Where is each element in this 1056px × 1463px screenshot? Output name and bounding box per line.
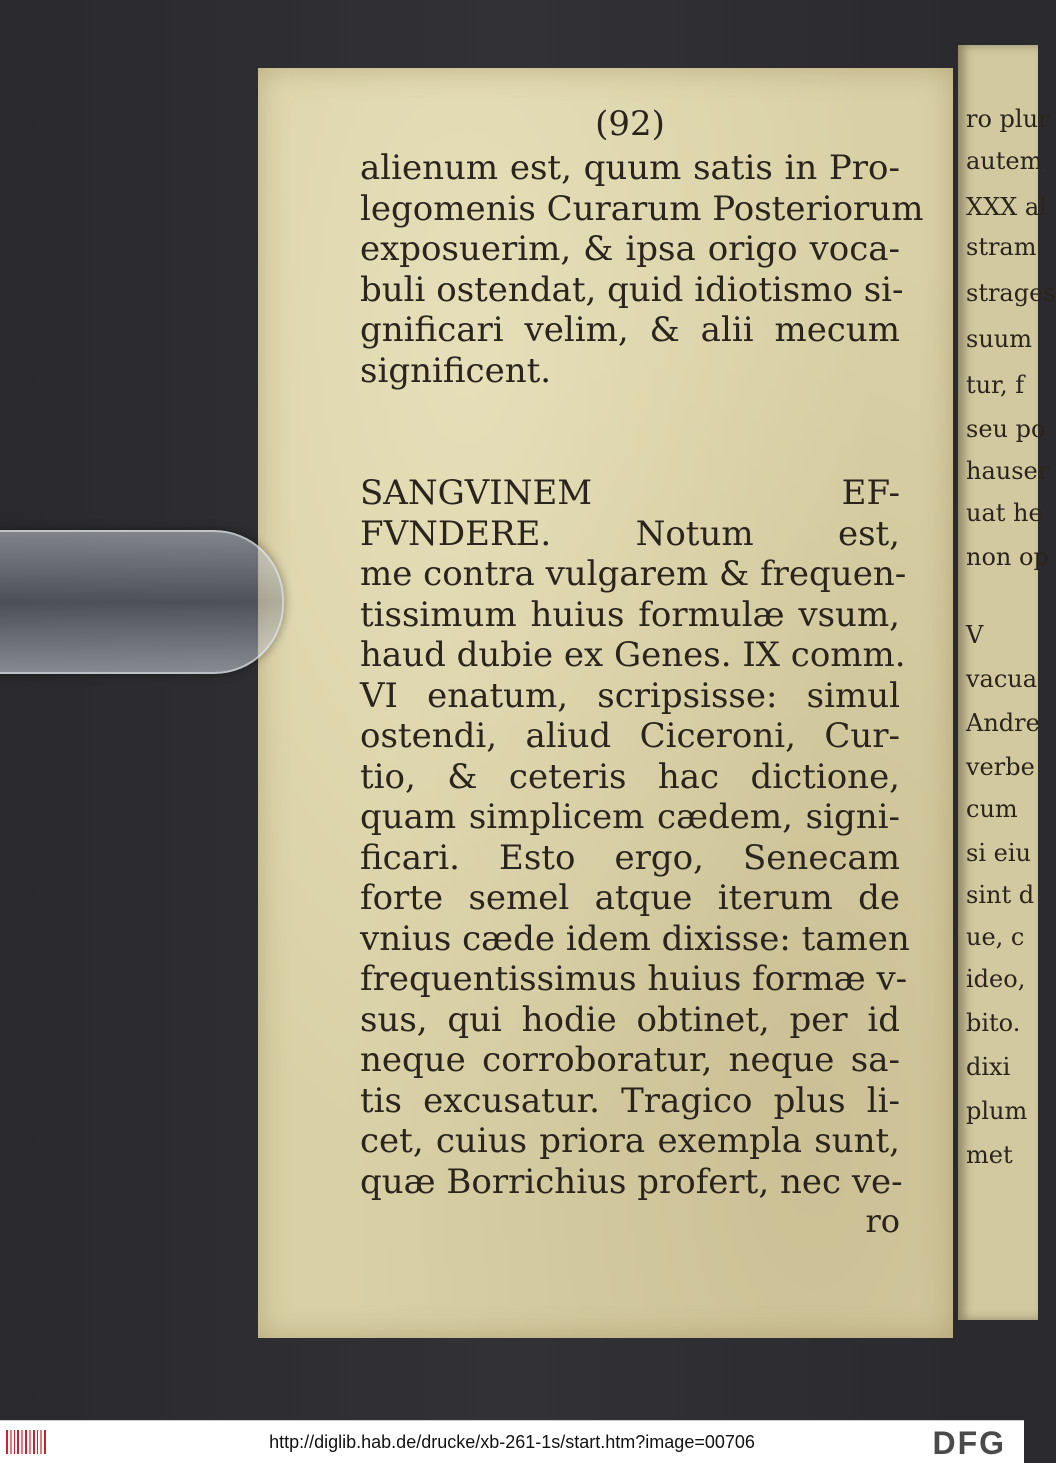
text-line: me contra vulgarem & frequen- [360, 554, 907, 594]
text-line: cet, cuius priora exempla sunt, [360, 1121, 900, 1161]
text-line: gnificari velim, & alii mecum [360, 310, 900, 350]
text-line: SANGVINEM EF- [360, 473, 900, 513]
facing-page-fragment: met [966, 1141, 1013, 1169]
text-line: vnius cæde idem dixisse: tamen [360, 918, 910, 959]
running-head: (92) [595, 104, 665, 144]
facing-page-fragment: stram [966, 233, 1037, 261]
facing-page-fragment: autem [966, 147, 1043, 175]
facing-page-fragment: ro plur [966, 105, 1050, 133]
page-url[interactable]: http://diglib.hab.de/drucke/xb-261-1s/start.htm?image=00706 [269, 1432, 755, 1452]
text-line: tio, & ceteris hac dictione, [360, 756, 900, 797]
text-line: significent. [360, 350, 552, 391]
facing-page-fragment: strages [966, 279, 1056, 307]
text-line: frequentissimus huius formæ v- [360, 959, 908, 999]
facing-page-fragment: verbe [966, 753, 1035, 781]
catchword: ro [865, 1202, 900, 1240]
facing-page-fragment: ue, c [966, 923, 1025, 951]
facing-page-fragment: non op [966, 543, 1049, 571]
text-line: ostendi, aliud Ciceroni, Cur- [360, 716, 900, 756]
text-line: quæ Borrichius profert, nec ve- [360, 1161, 903, 1202]
facing-page-fragment: cum [966, 795, 1018, 823]
paragraph-gap [360, 391, 900, 473]
facing-page-fragment: ideo, [966, 965, 1026, 993]
text-line: forte semel atque iterum de [360, 878, 900, 918]
text-line: alienum est, quum satis in Pro- [360, 148, 900, 188]
text-line: quam simplicem cædem, signi- [360, 797, 900, 837]
text-line: tissimum huius formulæ vsum, [360, 594, 900, 635]
facing-page-fragment: sint d [966, 881, 1035, 909]
text-line: ficari. Esto ergo, Senecam [360, 837, 900, 878]
page-text [360, 104, 924, 1240]
text-line: neque corroboratur, neque sa- [360, 1040, 900, 1080]
facing-page-fragment: uat he [966, 499, 1043, 527]
text-line: legomenis Curarum Posteriorum [360, 188, 924, 229]
facing-page-fragment: bito. [966, 1009, 1021, 1037]
facing-page-fragment: Andre [966, 709, 1040, 737]
facing-page-fragment: dixi [966, 1053, 1011, 1081]
text-line: sus, qui hodie obtinet, per id [360, 999, 900, 1040]
viewer-footer [0, 1420, 1024, 1463]
text-line: haud dubie ex Genes. IX comm. [360, 635, 906, 675]
facing-page-fragment: vacua [966, 665, 1038, 693]
facing-page-fragment: hauser [966, 457, 1050, 485]
facing-page-edge [958, 45, 1056, 1320]
facing-page-fragment: seu po [966, 415, 1046, 443]
glass-page-weight [0, 530, 284, 674]
facing-page-fragment: si eiu [966, 839, 1031, 867]
facing-page-fragment: plum [966, 1097, 1028, 1125]
facing-page-fragment: tur, f [966, 371, 1025, 399]
text-lines [360, 148, 924, 1202]
text-line: FVNDERE. Notum est, [360, 513, 900, 554]
text-line: buli ostendat, quid idiotismo si- [360, 269, 904, 310]
text-line: exposuerim, & ipsa origo voca- [360, 229, 900, 269]
dfg-logo[interactable]: DFG [932, 1425, 1006, 1461]
facing-page-fragment: suum [966, 325, 1032, 353]
facing-page-fragment: XXX al [966, 193, 1047, 221]
text-line: tis excusatur. Tragico plus li- [360, 1080, 900, 1121]
facing-page-fragment: V [966, 621, 984, 649]
text-line: VI enatum, scripsisse: simul [360, 675, 900, 716]
